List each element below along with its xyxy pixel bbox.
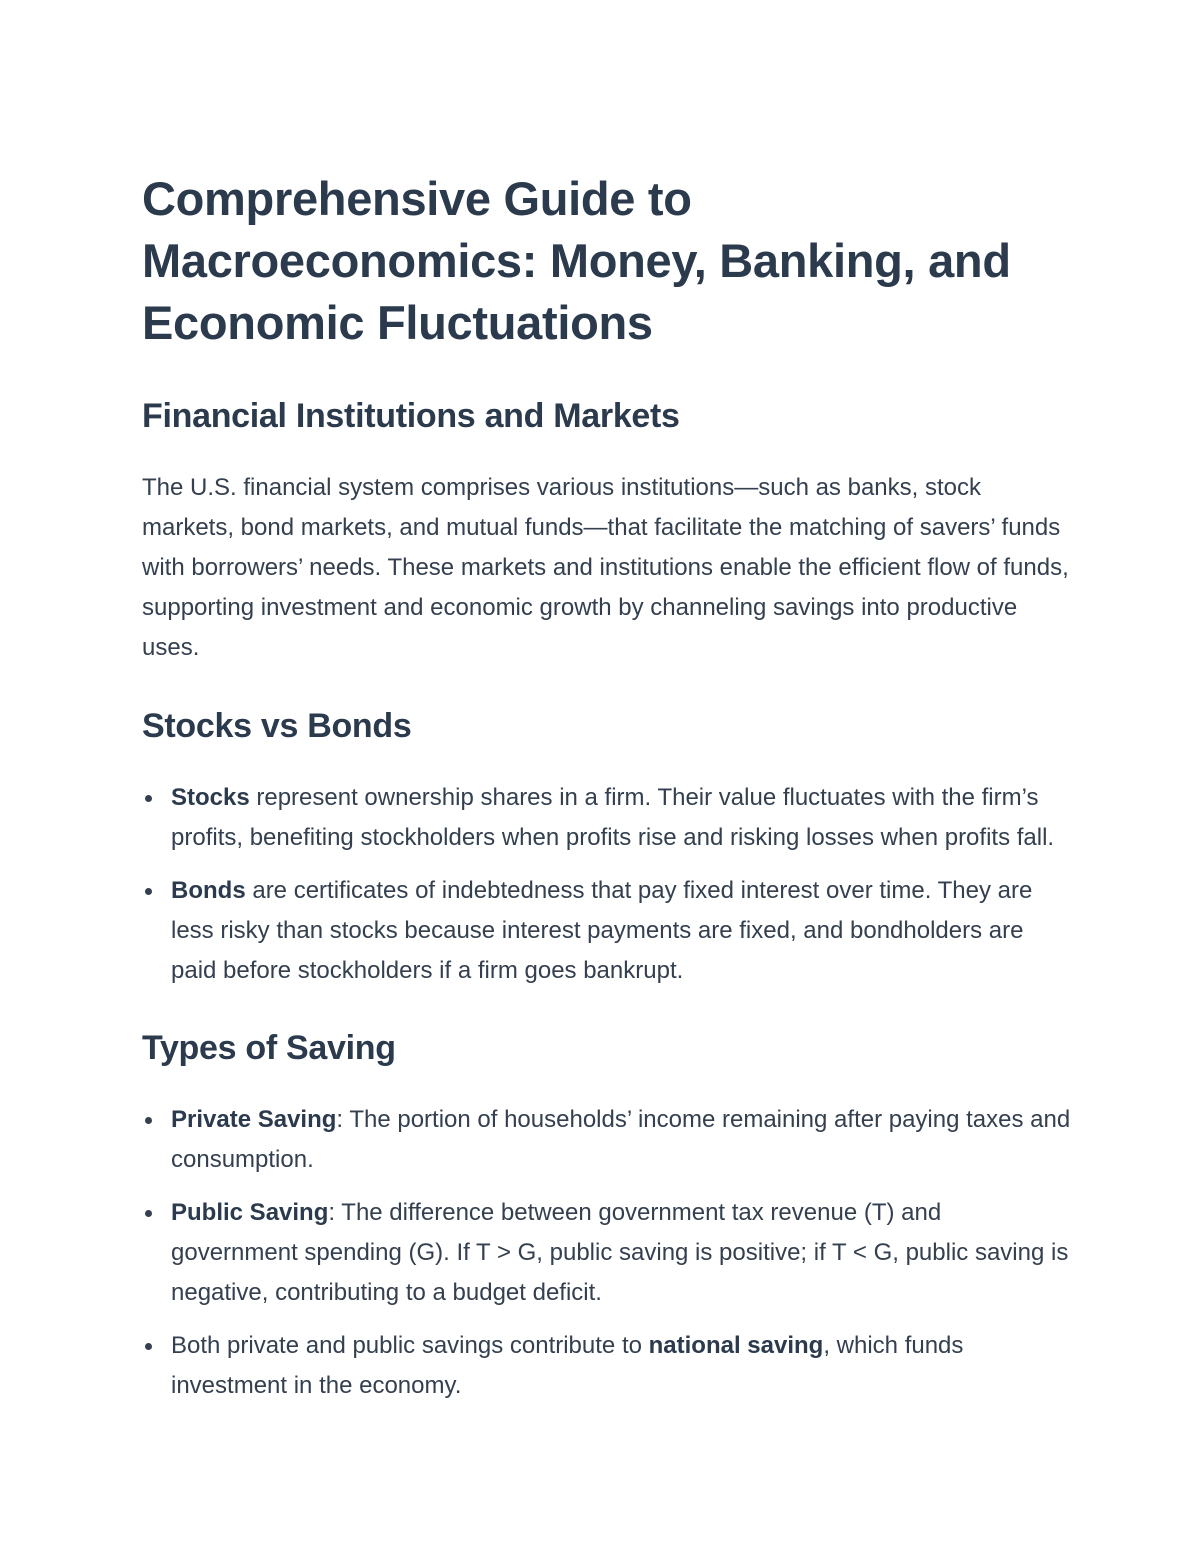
financial-institutions-paragraph: The U.S. financial system comprises various institutions—such as banks, stock markets, bond markets, and mutual funds—that facilitate the matching of savers’ funds with borrowers’ needs. These markets and institutions enable the efficient flow of funds, supporting investment and economic growth by channeling savings into productive uses.: [142, 474, 1069, 661]
national-saving-text-after: , which funds investment in the economy.: [171, 1332, 964, 1399]
list-item-stocks: [142, 778, 1072, 858]
document-page: [142, 168, 1072, 1406]
national-saving-text-before: Both private and public savings contribute to: [171, 1332, 649, 1359]
page-title: Comprehensive Guide to Macroeconomics: Money, Banking, and Economic Fluctuations: [142, 172, 1011, 349]
list-item-national-saving: [142, 1326, 1072, 1406]
term-public-saving: Public Saving: [171, 1199, 329, 1226]
public-saving-description: : The difference between government tax revenue (T) and government spending (G). If T > G, public saving is positive; if T < G, public saving is negative, contributing to a budget deficit.: [171, 1199, 1069, 1306]
term-bonds: Bonds: [171, 877, 246, 904]
section-heading-financial-institutions: Financial Institutions and Markets: [142, 397, 680, 435]
list-item-bonds: [142, 871, 1072, 991]
section-heading-types-of-saving: Types of Saving: [142, 1029, 396, 1067]
term-national-saving: national saving: [648, 1332, 824, 1359]
bonds-description: are certificates of indebtedness that pay fixed interest over time. They are less risky than stocks because interest payments are fixed, and bondholders are paid before stockholders if a firm goes bankrupt.: [171, 877, 1033, 984]
stocks-bonds-list: [142, 778, 1072, 991]
list-item-private-saving: [142, 1100, 1072, 1180]
saving-types-list: [142, 1100, 1072, 1406]
section-heading-stocks-vs-bonds: Stocks vs Bonds: [142, 707, 412, 745]
list-item-public-saving: [142, 1193, 1072, 1313]
term-stocks: Stocks: [171, 784, 250, 811]
private-saving-description: : The portion of households’ income remaining after paying taxes and consumption.: [171, 1106, 1071, 1173]
stocks-description: represent ownership shares in a firm. Their value fluctuates with the firm’s profits, benefiting stockholders when profits rise and risking losses when profits fall.: [171, 784, 1055, 851]
term-private-saving: Private Saving: [171, 1106, 337, 1133]
